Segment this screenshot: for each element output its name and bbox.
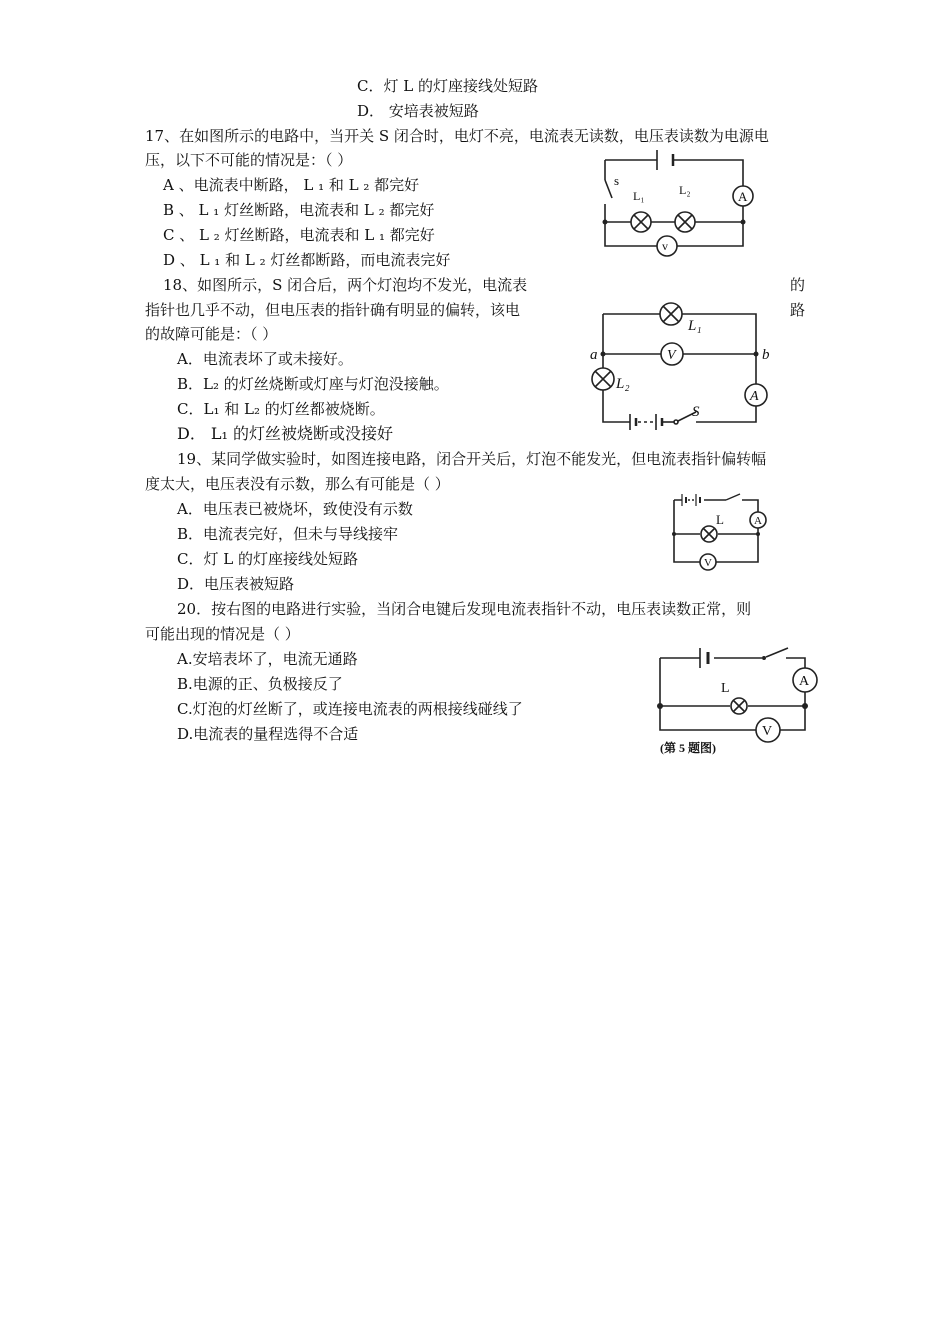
q20-stem-line1: 20．按右图的电路进行实验，当闭合电键后发现电流表指针不动，电压表读数正常，则 — [177, 600, 752, 618]
q19-option-c: C．灯 L 的灯座接线处短路 — [177, 550, 358, 568]
q17-option-c: C 、 L ₂ 灯丝断路，电流表和 L ₁ 都完好 — [163, 226, 435, 244]
q19-lamp-label: L — [716, 512, 724, 527]
prev-option-c: C．灯 L 的灯座接线处短路 — [357, 77, 538, 95]
q18-ammeter-label: A — [750, 389, 759, 404]
q19-option-d: D．电压表被短路 — [177, 575, 295, 593]
q17-lamp2-icon — [675, 212, 695, 232]
q20-stem-line2: 可能出现的情况是（ ） — [145, 625, 300, 643]
q20-option-c: C.灯泡的灯丝断了，或连接电流表的两根接线碰线了 — [177, 700, 523, 718]
prev-option-d: D． 安培表被短路 — [357, 102, 479, 120]
q17-circuit-diagram — [595, 148, 770, 263]
q18-lamp2-label: L₂ — [616, 376, 630, 392]
q18-voltmeter-label: V — [667, 348, 676, 363]
q17-stem-line1: 17、在如图所示的电路中，当开关 S 闭合时，电灯不亮，电流表无读数，电压表读数为电源电 — [145, 127, 769, 145]
q18-lamp1-icon — [660, 303, 682, 325]
q20-option-a: A.安培表坏了，电流无通路 — [177, 650, 358, 668]
q17-switch-label: s — [614, 173, 620, 188]
q20-option-b: B.电源的正、负极接反了 — [177, 675, 343, 693]
q19-stem-line1: 19、某同学做实验时，如图连接电路，闭合开关后，灯泡不能发光，但电流表指针偏转幅 — [177, 450, 767, 468]
q20-figure-caption: (第 5 题图) — [660, 741, 716, 755]
q18-stem-line1: 18、如图所示，S 闭合后，两个灯泡均不发光，电流表 — [163, 276, 528, 294]
q18-switch-label: S — [692, 404, 700, 420]
q18-option-c: C．L₁ 和 L₂ 的灯丝都被烧断。 — [177, 400, 385, 418]
q18-stem-line1-end: 的 — [790, 276, 806, 294]
q17-voltmeter-label: v — [662, 239, 668, 253]
q20-option-d: D.电流表的量程选得不合适 — [177, 725, 359, 743]
q19-option-b: B．电流表完好，但未与导线接牢 — [177, 525, 399, 543]
q20-circuit-diagram — [650, 640, 835, 758]
q18-stem-line2: 指针也几乎不动，但电压表的指针确有明显的偏转，该电 — [145, 301, 521, 319]
q18-circuit-diagram — [588, 300, 788, 440]
q17-option-a: A 、电流表中断路， L ₁ 和 L ₂ 都完好 — [163, 176, 420, 194]
q18-option-d: D． L₁ 的灯丝被烧断或没接好 — [177, 424, 394, 443]
q18-node-a-label: a — [590, 347, 598, 363]
q17-option-d: D 、 L ₁ 和 L ₂ 灯丝都断路，而电流表完好 — [163, 251, 451, 269]
q18-stem-line2-end: 路 — [790, 301, 806, 319]
q20-lamp-icon — [731, 698, 747, 714]
q17-ammeter-label: A — [738, 189, 748, 204]
q20-lamp-label: L — [721, 681, 730, 696]
q20-voltmeter-label: V — [762, 724, 773, 739]
q17-option-b: B 、 L ₁ 灯丝断路，电流表和 L ₂ 都完好 — [163, 201, 435, 219]
q19-lamp-icon — [701, 526, 717, 542]
q19-stem-line2: 度太大，电压表没有示数，那么有可能是（ ） — [145, 475, 450, 493]
q17-stem-line2: 压，以下不可能的情况是：（ ） — [145, 151, 353, 169]
q18-lamp1-label: L₁ — [688, 318, 702, 334]
q19-ammeter-label: A — [754, 515, 762, 527]
q19-circuit-diagram — [668, 490, 773, 572]
q19-voltmeter-label: V — [704, 557, 712, 569]
q17-lamp1-label: L₁ — [633, 189, 645, 203]
q18-option-a: A．电流表坏了或未接好。 — [177, 350, 353, 368]
q19-option-a: A．电压表已被烧坏，致使没有示数 — [177, 500, 413, 518]
q18-stem-line3: 的故障可能是：（ ） — [145, 325, 278, 343]
q18-lamp2-icon — [592, 368, 614, 390]
q20-ammeter-label: A — [799, 674, 810, 689]
q17-lamp2-label: L₂ — [679, 183, 691, 197]
q18-node-b-label: b — [762, 347, 770, 363]
q18-option-b: B．L₂ 的灯丝烧断或灯座与灯泡没接触。 — [177, 375, 449, 393]
q17-lamp1-icon — [631, 212, 651, 232]
